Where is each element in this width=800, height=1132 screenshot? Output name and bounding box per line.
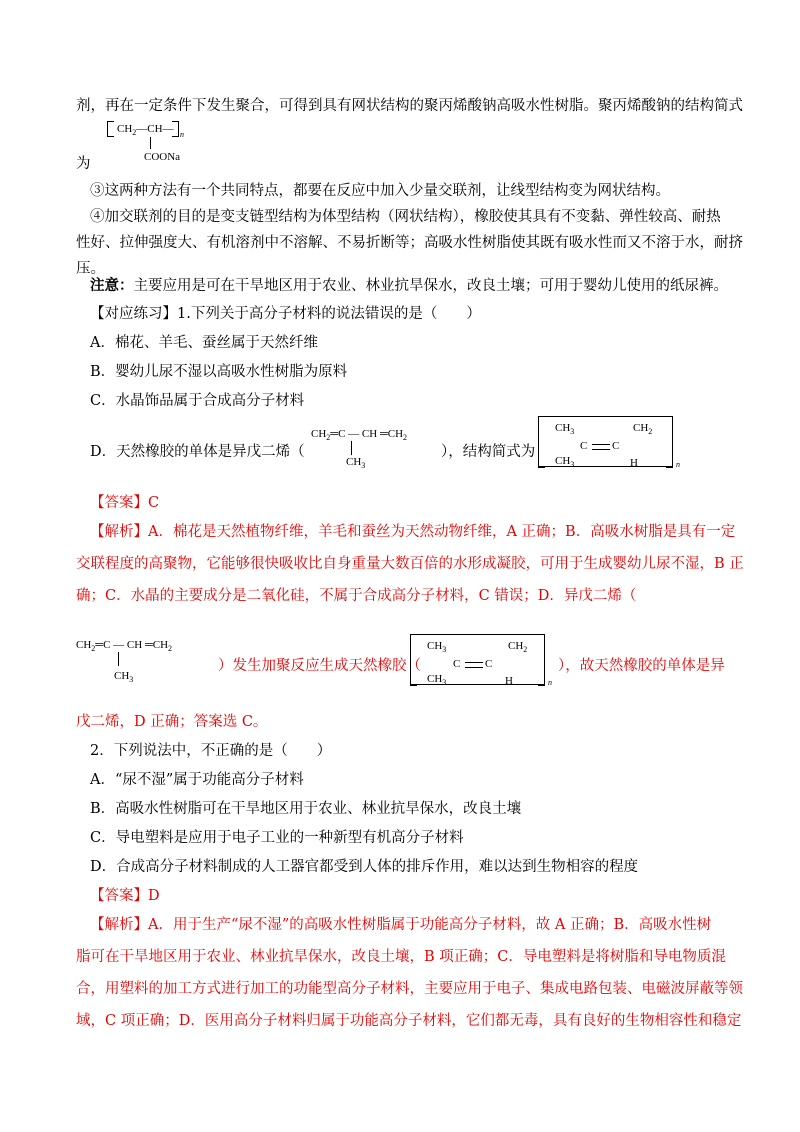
question-1: 【对应练习】1.下列关于高分子材料的说法错误的是（ ） [90,306,481,322]
note-label: 注意： [90,277,134,294]
option-a: A．“尿不湿”属于功能高分子材料 [90,772,304,788]
explanation-line: 域，C 项正确；D．医用高分子材料归属于功能高分子材料，它们都无毒，具有良好的生物相容性和稳定 [76,1013,742,1029]
paragraph-line: 为 [76,156,91,172]
answer-2: 【答案】D [90,888,160,904]
answer-1: 【答案】C [90,495,160,511]
explanation-line: 合，用塑料的加工方式进行加工的功能型高分子材料，主要应用于电子、集成电路包装、电磁波屏蔽等领 [76,981,743,997]
explanation-line: 戊二烯，D 正确；答案选 C。 [76,714,268,730]
option-b: B．婴幼儿尿不湿以高吸水性树脂为原料 [90,364,348,380]
option-b: B．高吸水性树脂可在干旱地区用于农业、林业抗旱保水，改良土壤 [90,801,522,817]
question-2: 2．下列说法中，不正确的是（ ） [90,743,332,759]
paragraph-line: 压。 [76,261,105,277]
explanation-line: 【解析】A．用于生产“尿不湿”的高吸水性树脂属于功能高分子材料，故 A 正确；B．高吸水性树 [90,917,712,933]
option-d-middle: ），结构简式为 [441,444,536,460]
option-c: C．水晶饰品属于合成高分子材料 [90,393,305,409]
option-d: D．合成高分子材料制成的人工器官都受到人体的排斥作用，难以达到生物相容的程度 [90,859,639,875]
paragraph-line: ④加交联剂的目的是变支链型结构为体型结构（网状结构），橡胶使其具有不变黏、弹性较高、耐热 [90,209,721,225]
paragraph-line: ③这两种方法有一个共同特点，都要在反应中加入少量交联剂，让线型结构变为网状结构。 [90,183,670,199]
explanation-line: 脂可在干旱地区用于农业、林业抗旱保水，改良土壤，B 项正确；C．导电塑料是将树脂和导电物质混 [76,949,726,965]
explanation-line: 交联程度的高聚物，它能够很快吸收比自身重量大数百倍的水形成凝胶，可用于生成婴幼儿尿不湿，B 正 [76,556,744,572]
option-a: A．棉花、羊毛、蚕丝属于天然纤维 [90,335,318,351]
option-d-prefix: D．天然橡胶的单体是异戊二烯（ [90,444,305,460]
paragraph-line: 性好、拉伸强度大、有机溶剂中不溶解、不易折断等；高吸水性树脂使其既有吸水性而又不溶于水，耐挤 [76,235,743,251]
explanation-middle: ）发生加聚反应生成天然橡胶（ [218,658,421,674]
note-text: 主要应用是可在干旱地区用于农业、林业抗旱保水，改良土壤；可用于婴幼儿使用的纸尿裤。 [133,278,728,294]
explanation-line: 【解析】A．棉花是天然植物纤维，羊毛和蚕丝为天然动物纤维，A 正确；B．高吸水树脂是具有一定 [90,524,736,540]
explanation-end: ），故天然橡胶的单体是异 [558,658,725,674]
explanation-line: 确；C．水晶的主要成分是二氧化硅，不属于合成高分子材料，C 错误；D．异戊二烯（ [76,588,637,604]
option-c: C．导电塑料是应用于电子工业的一种新型有机高分子材料 [90,830,464,846]
paragraph-line: 剂，再在一定条件下发生聚合，可得到具有网状结构的聚丙烯酸钠高吸水性树脂。聚丙烯酸钠的结构简式 [76,98,743,114]
note-line [90,276,728,296]
